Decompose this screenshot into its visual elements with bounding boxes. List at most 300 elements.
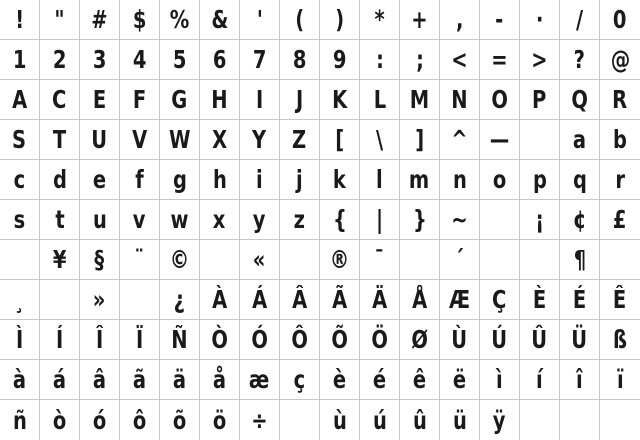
glyph-cell: [200, 120, 240, 160]
glyph: é: [372, 365, 387, 394]
glyph: !: [15, 5, 24, 34]
glyph: n: [452, 165, 467, 194]
glyph-cell: [0, 400, 40, 440]
glyph-cell: [120, 0, 160, 40]
glyph-cell: [440, 400, 480, 440]
glyph: ì: [496, 365, 503, 394]
glyph: Î: [95, 325, 104, 354]
glyph-cell: [240, 400, 280, 440]
glyph-cell: [280, 80, 320, 120]
glyph: a: [572, 125, 587, 154]
glyph: ë: [452, 365, 467, 394]
glyph: ä: [172, 365, 187, 394]
glyph: o: [492, 165, 507, 194]
glyph: 1: [12, 45, 27, 74]
glyph-cell: [200, 280, 240, 320]
glyph: Â: [291, 285, 308, 314]
glyph-cell: [400, 280, 440, 320]
glyph-cell: [440, 80, 480, 120]
glyph: Õ: [331, 325, 348, 354]
glyph-cell: [200, 360, 240, 400]
glyph-cell: [440, 320, 480, 360]
glyph-cell: [240, 80, 280, 120]
glyph: k: [333, 165, 346, 194]
glyph: =: [491, 45, 508, 74]
glyph: ¶: [573, 245, 586, 274]
glyph: »: [93, 285, 106, 314]
glyph: x: [213, 205, 226, 234]
glyph: Æ: [448, 285, 471, 314]
glyph: K: [331, 85, 348, 114]
glyph-cell: [80, 40, 120, 80]
glyph-cell: [520, 400, 560, 440]
glyph: û: [412, 405, 427, 435]
glyph-cell: [280, 240, 320, 280]
glyph-cell: [120, 40, 160, 80]
glyph-cell: [120, 320, 160, 360]
glyph: ): [335, 5, 344, 34]
glyph: y: [253, 205, 266, 234]
glyph-cell: [120, 160, 160, 200]
glyph-cell: [440, 200, 480, 240]
glyph: ': [256, 5, 263, 34]
glyph: è: [332, 365, 347, 394]
glyph-cell: [360, 280, 400, 320]
glyph: ÷: [251, 405, 268, 435]
glyph-cell: [320, 120, 360, 160]
glyph: Û: [531, 325, 548, 354]
glyph-cell: [480, 200, 520, 240]
glyph: 3: [92, 45, 107, 74]
glyph: g: [172, 165, 187, 194]
glyph: ö: [212, 405, 227, 435]
glyph-cell: [240, 280, 280, 320]
glyph-cell: [120, 360, 160, 400]
glyph-cell: [0, 160, 40, 200]
glyph: G: [171, 85, 188, 114]
glyph-cell: [440, 360, 480, 400]
glyph: å: [212, 365, 227, 394]
glyph: ç: [293, 365, 306, 394]
glyph: Á: [251, 285, 268, 314]
glyph-cell: [120, 120, 160, 160]
glyph-cell: [120, 200, 160, 240]
glyph: Ö: [371, 325, 388, 354]
glyph-cell: [0, 40, 40, 80]
glyph-cell: [120, 240, 160, 280]
glyph: £: [613, 205, 627, 234]
glyph-cell: [120, 80, 160, 120]
glyph-cell: [600, 120, 640, 160]
glyph: ~: [451, 205, 468, 234]
glyph: P: [532, 85, 547, 114]
glyph: ,: [455, 5, 464, 34]
glyph-cell: [560, 240, 600, 280]
glyph: «: [253, 245, 266, 274]
glyph: 6: [212, 45, 227, 74]
glyph: V: [131, 125, 148, 154]
glyph-cell: [160, 40, 200, 80]
glyph-cell: [400, 200, 440, 240]
glyph-cell: [560, 360, 600, 400]
glyph: q: [572, 165, 587, 194]
glyph: 5: [172, 45, 187, 74]
glyph: ¡: [535, 205, 544, 234]
glyph-cell: [40, 280, 80, 320]
glyph-cell: [560, 320, 600, 360]
glyph: Ì: [15, 325, 24, 354]
glyph-cell: [200, 200, 240, 240]
glyph: S: [12, 125, 27, 154]
glyph-cell: [40, 160, 80, 200]
glyph-cell: [560, 120, 600, 160]
glyph-cell: [320, 160, 360, 200]
glyph: 4: [132, 45, 147, 74]
glyph-cell: [360, 240, 400, 280]
glyph: ^: [451, 125, 468, 154]
glyph: ]: [415, 125, 424, 154]
glyph-cell: [320, 360, 360, 400]
glyph-cell: [360, 400, 400, 440]
glyph: ò: [52, 405, 67, 435]
glyph: t: [54, 205, 65, 234]
glyph-cell: [80, 160, 120, 200]
glyph-cell: [560, 280, 600, 320]
glyph: T: [52, 125, 67, 154]
glyph: 9: [332, 45, 347, 74]
glyph-cell: [440, 240, 480, 280]
glyph-cell: [0, 320, 40, 360]
glyph: 0: [613, 5, 627, 34]
glyph: \: [375, 125, 384, 154]
glyph: 8: [292, 45, 307, 74]
glyph-cell: [200, 40, 240, 80]
glyph: Ü: [571, 325, 588, 354]
glyph-cell: [280, 400, 320, 440]
glyph: î: [576, 365, 583, 394]
glyph-cell: [40, 80, 80, 120]
glyph: Å: [411, 285, 428, 314]
glyph: f: [135, 165, 144, 194]
glyph: N: [451, 85, 468, 114]
glyph-cell: [80, 0, 120, 40]
glyph: J: [295, 85, 304, 114]
glyph-cell: [600, 160, 640, 200]
glyph: Ú: [491, 325, 508, 354]
glyph: +: [411, 5, 428, 34]
glyph: Ó: [251, 325, 268, 354]
glyph: 2: [52, 45, 67, 74]
glyph: à: [12, 365, 27, 394]
glyph-cell: [40, 360, 80, 400]
glyph-cell: [320, 80, 360, 120]
glyph-cell: [200, 0, 240, 40]
glyph-cell: [160, 320, 200, 360]
glyph-cell: [400, 320, 440, 360]
glyph-cell: [280, 280, 320, 320]
glyph-cell: [440, 160, 480, 200]
glyph: W: [168, 125, 191, 154]
glyph-cell: [40, 0, 80, 40]
glyph: ´: [454, 245, 465, 274]
glyph-cell: [560, 40, 600, 80]
glyph: ¨: [134, 245, 145, 274]
glyph-cell: [560, 80, 600, 120]
glyph-cell: [600, 200, 640, 240]
glyph-cell: [40, 200, 80, 240]
glyph-cell: [440, 280, 480, 320]
glyph: Ø: [411, 325, 428, 354]
glyph-cell: [600, 0, 640, 40]
glyph-cell: [160, 200, 200, 240]
glyph-cell: [0, 280, 40, 320]
glyph: E: [92, 85, 107, 114]
glyph: ¿: [173, 285, 186, 314]
glyph: [: [335, 125, 344, 154]
glyph: I: [255, 85, 264, 114]
glyph: À: [211, 285, 228, 314]
glyph: F: [132, 85, 147, 114]
glyph: ": [54, 5, 65, 34]
glyph: ;: [415, 45, 424, 74]
glyph-cell: [80, 280, 120, 320]
glyph: H: [211, 85, 228, 114]
glyph: z: [293, 205, 306, 234]
glyph-cell: [160, 240, 200, 280]
glyph-cell: [400, 120, 440, 160]
glyph: C: [52, 85, 67, 114]
glyph: h: [212, 165, 227, 194]
glyph-cell: [160, 360, 200, 400]
glyph-cell: [400, 0, 440, 40]
glyph-cell: [120, 400, 160, 440]
glyph: &: [210, 5, 229, 34]
glyph: $: [132, 5, 147, 34]
glyph-cell: [80, 80, 120, 120]
glyph: A: [11, 85, 28, 114]
glyph-cell: [200, 320, 240, 360]
glyph-cell: [240, 40, 280, 80]
glyph: m: [409, 165, 430, 194]
glyph-cell: [40, 400, 80, 440]
glyph-cell: [320, 320, 360, 360]
glyph-cell: [80, 400, 120, 440]
glyph: :: [375, 45, 384, 74]
glyph: ß: [612, 325, 628, 354]
glyph-cell: [280, 320, 320, 360]
glyph: M: [409, 85, 430, 114]
glyph: ¢: [572, 205, 587, 234]
glyph-cell: [0, 120, 40, 160]
glyph-cell: [520, 80, 560, 120]
glyph: Q: [571, 85, 588, 114]
glyph: ú: [372, 405, 387, 435]
glyph-cell: [40, 40, 80, 80]
glyph-cell: [440, 0, 480, 40]
glyph-cell: [200, 240, 240, 280]
glyph-cell: [0, 360, 40, 400]
glyph: ÿ: [493, 405, 506, 435]
glyph-cell: [320, 0, 360, 40]
glyph: ù: [332, 405, 347, 435]
glyph: ¥: [52, 245, 67, 274]
glyph-cell: [480, 0, 520, 40]
glyph-cell: [0, 80, 40, 120]
glyph: O: [491, 85, 508, 114]
glyph: ¯: [374, 245, 385, 274]
glyph-cell: [480, 280, 520, 320]
glyph: Í: [55, 325, 64, 354]
glyph: Ã: [331, 285, 348, 314]
glyph: 7: [252, 45, 267, 74]
glyph: Ç: [492, 285, 507, 314]
glyph-cell: [360, 80, 400, 120]
glyph: c: [13, 165, 26, 194]
glyph: L: [373, 85, 386, 114]
glyph-cell: [600, 240, 640, 280]
glyph: Ñ: [171, 325, 188, 354]
glyph-cell: [600, 40, 640, 80]
glyph-cell: [520, 0, 560, 40]
glyph: á: [52, 365, 67, 394]
glyph-cell: [560, 200, 600, 240]
glyph-cell: [40, 320, 80, 360]
glyph: v: [133, 205, 146, 234]
glyph: u: [92, 205, 107, 234]
glyph-cell: [320, 40, 360, 80]
glyph: s: [13, 205, 26, 234]
glyph: í: [536, 365, 543, 394]
glyph-cell: [400, 400, 440, 440]
glyph-cell: [0, 0, 40, 40]
glyph-cell: [240, 320, 280, 360]
glyph-cell: [480, 120, 520, 160]
glyph-cell: [480, 240, 520, 280]
glyph: %: [169, 5, 190, 34]
glyph-cell: [520, 280, 560, 320]
glyph: R: [612, 85, 628, 114]
glyph-cell: [600, 280, 640, 320]
glyph: }: [412, 205, 427, 234]
glyph-cell: [0, 200, 40, 240]
glyph-cell: [520, 160, 560, 200]
glyph: d: [52, 165, 67, 194]
glyph: U: [91, 125, 108, 154]
glyph-cell: [480, 80, 520, 120]
glyph: Y: [252, 125, 267, 154]
glyph: b: [613, 125, 627, 154]
glyph-cell: [160, 80, 200, 120]
glyph-cell: [440, 120, 480, 160]
glyph-cell: [280, 40, 320, 80]
glyph: l: [376, 165, 383, 194]
glyph-cell: [600, 320, 640, 360]
glyph: ã: [132, 365, 147, 394]
glyph-cell: [400, 160, 440, 200]
glyph: w: [170, 205, 189, 234]
glyph-cell: [480, 320, 520, 360]
glyph-cell: [80, 360, 120, 400]
glyph-cell: [520, 360, 560, 400]
glyph: ®: [329, 245, 350, 274]
glyph: ê: [412, 365, 427, 394]
glyph-cell: [280, 200, 320, 240]
glyph: @: [610, 45, 630, 74]
glyph: p: [532, 165, 547, 194]
glyph: >: [531, 45, 548, 74]
glyph: õ: [172, 405, 187, 435]
glyph-cell: [600, 360, 640, 400]
glyph: Ê: [613, 285, 627, 314]
glyph-cell: [240, 360, 280, 400]
glyph: §: [94, 245, 105, 274]
glyph-cell: [240, 120, 280, 160]
glyph: É: [572, 285, 587, 314]
glyph-cell: [320, 240, 360, 280]
glyph-cell: [360, 40, 400, 80]
glyph-cell: [160, 280, 200, 320]
glyph: æ: [249, 365, 270, 394]
glyph: È: [532, 285, 547, 314]
glyph-cell: [200, 160, 240, 200]
glyph-cell: [0, 240, 40, 280]
glyph: ó: [92, 405, 107, 435]
glyph: <: [451, 45, 468, 74]
glyph-cell: [160, 0, 200, 40]
glyph-cell: [520, 320, 560, 360]
glyph: r: [615, 165, 625, 194]
glyph: -: [495, 5, 504, 34]
glyph-cell: [160, 400, 200, 440]
glyph: Ä: [371, 285, 388, 314]
glyph-cell: [240, 0, 280, 40]
glyph: (: [295, 5, 304, 34]
glyph-cell: [360, 160, 400, 200]
glyph-cell: [600, 80, 640, 120]
glyph-cell: [520, 240, 560, 280]
glyph-cell: [80, 120, 120, 160]
glyph-cell: [360, 360, 400, 400]
glyph-cell: [280, 360, 320, 400]
glyph: Ù: [451, 325, 468, 354]
glyph: ô: [132, 405, 147, 435]
glyph-cell: [160, 120, 200, 160]
glyph: ¸: [14, 285, 25, 314]
glyph: Z: [292, 125, 307, 154]
glyph-cell: [360, 200, 400, 240]
glyph: e: [92, 165, 107, 194]
glyph: ?: [573, 45, 586, 74]
glyph: j: [296, 165, 303, 194]
glyph-cell: [40, 240, 80, 280]
glyph-cell: [280, 0, 320, 40]
glyph: â: [92, 365, 107, 394]
glyph-cell: [400, 80, 440, 120]
glyph: —: [489, 125, 510, 154]
glyph-cell: [520, 40, 560, 80]
glyph: Ô: [291, 325, 308, 354]
glyph-cell: [80, 200, 120, 240]
glyph-cell: [360, 120, 400, 160]
glyph-cell: [400, 360, 440, 400]
glyph: ï: [616, 365, 624, 394]
glyph-cell: [400, 40, 440, 80]
glyph-cell: [280, 120, 320, 160]
glyph-cell: [200, 80, 240, 120]
glyph: i: [256, 165, 263, 194]
glyph: ©: [169, 245, 190, 274]
glyph: /: [575, 5, 584, 34]
